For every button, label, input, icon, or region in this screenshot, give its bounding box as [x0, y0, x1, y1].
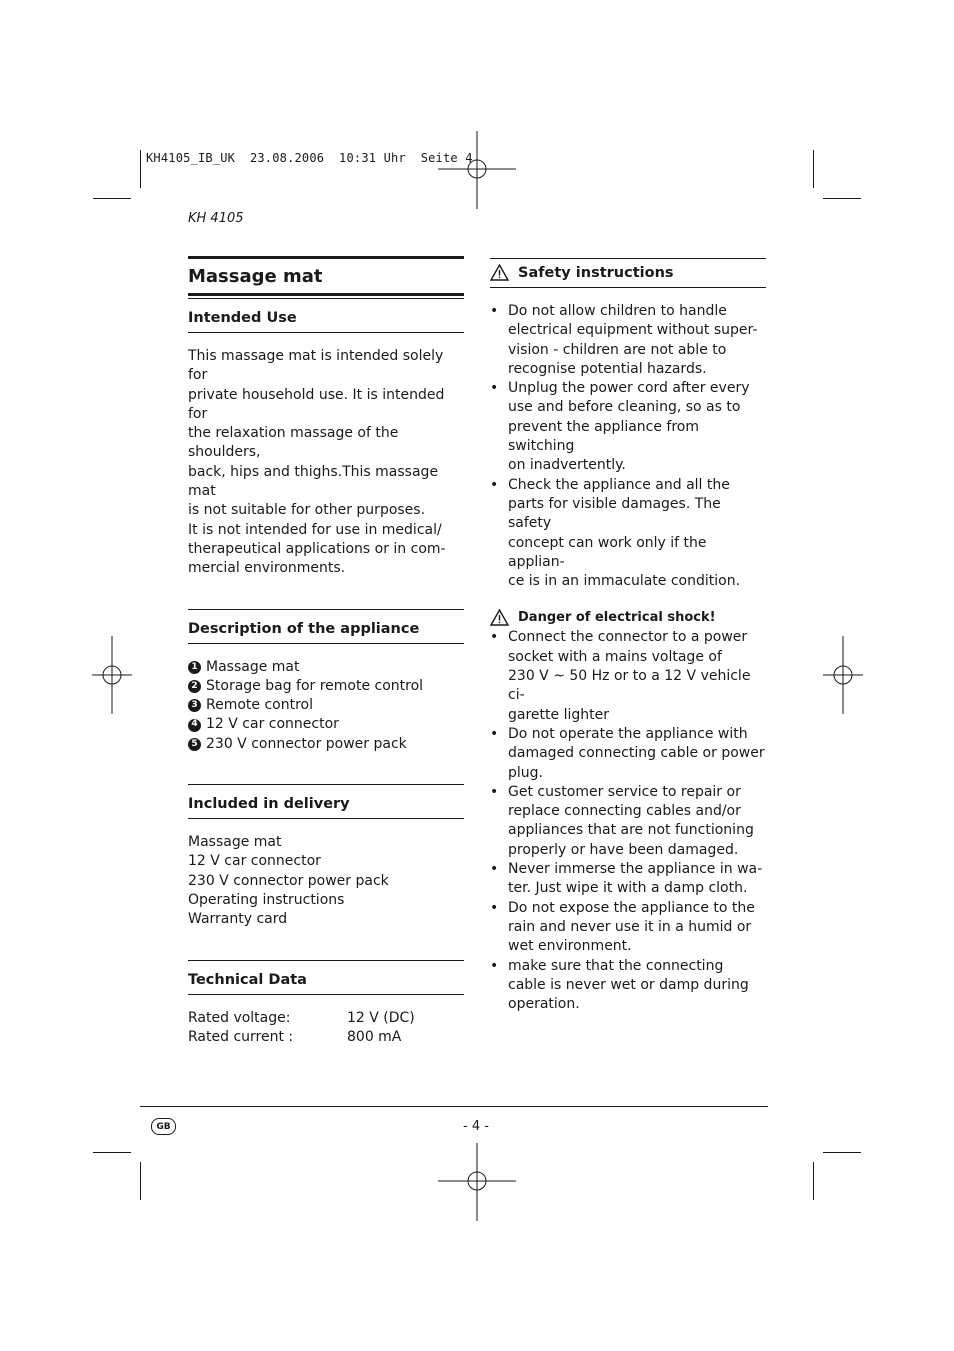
item-label: Remote control: [206, 697, 313, 714]
text-line: appliances that are not functioning: [508, 822, 754, 839]
item-label: 230 V connector power pack: [206, 735, 407, 752]
text-line: • Do not operate the appliance with: [508, 725, 748, 742]
list-item: 12 V car connector: [188, 853, 321, 870]
list-item: [490, 860, 766, 899]
row-label: Rated voltage:: [188, 1009, 291, 1026]
text-line: wet environment.: [508, 938, 632, 955]
list-item: [490, 725, 766, 783]
registration-mark-left: [92, 636, 132, 714]
number-badge: 2: [188, 680, 201, 693]
intended-use-text: [188, 333, 464, 579]
text-line: operation.: [508, 996, 580, 1013]
text-line: ce is in an immaculate condition.: [508, 573, 741, 590]
table-row: [188, 1028, 464, 1047]
text-line: back, hips and thighs.This massage mat: [188, 463, 439, 500]
number-badge: 1: [188, 661, 201, 674]
list-item: 230 V connector power pack: [188, 872, 389, 889]
description-section: [188, 609, 464, 754]
list-item: [490, 476, 766, 592]
text-line: • Unplug the power cord after every: [508, 380, 750, 397]
text-line: plug.: [508, 764, 543, 781]
safety-heading-label: Safety instructions: [518, 264, 674, 281]
print-slug-line: KH4105_IB_UK 23.08.2006 10:31 Uhr Seite 4: [146, 151, 473, 165]
list-item: Massage mat: [188, 834, 282, 851]
text-line: • Never immerse the appliance in wa-: [508, 861, 763, 878]
technical-section: [188, 960, 464, 1048]
description-heading: Description of the appliance: [188, 620, 420, 637]
text-line: It is not intended for use in medical/: [188, 521, 442, 538]
text-line: electrical equipment without super-: [508, 322, 758, 339]
danger-heading: [490, 609, 766, 626]
language-badge: GB: [151, 1118, 176, 1135]
text-line: concept can work only if the applian-: [508, 534, 707, 570]
text-line: private household use. It is intended for: [188, 386, 445, 422]
text-line: • Do not allow children to handle: [508, 303, 727, 319]
text-line: the relaxation massage of the shoulders,: [188, 425, 399, 461]
text-line: This massage mat is intended solely for: [188, 348, 444, 384]
text-line: ter. Just wipe it with a damp cloth.: [508, 880, 748, 897]
number-badge: 3: [188, 699, 201, 712]
warning-icon: [490, 264, 509, 281]
list-item: [490, 783, 766, 860]
text-line: replace connecting cables and/or: [508, 803, 741, 820]
table-row: [188, 1009, 464, 1028]
page-title: Massage mat: [188, 266, 323, 287]
list-item: [188, 735, 464, 754]
text-line: prevent the appliance from switching: [508, 418, 700, 455]
row-value: 12 V (DC): [347, 1009, 415, 1026]
item-label: Massage mat: [206, 658, 300, 675]
technical-table: [188, 995, 464, 1048]
list-item: [490, 628, 766, 724]
item-label: Storage bag for remote control: [206, 677, 424, 694]
safety-heading: [490, 259, 766, 287]
text-line: socket with a mains voltage of: [508, 648, 722, 665]
text-line: damaged connecting cable or power: [508, 745, 765, 762]
delivery-list: [188, 819, 464, 929]
intended-use-section: [188, 299, 464, 579]
safety-list: [490, 302, 766, 591]
text-line: rain and never use it in a humid or: [508, 918, 752, 935]
registration-mark-right: [823, 636, 863, 714]
registration-mark-top: [438, 131, 516, 209]
danger-heading-label: Danger of electrical shock!: [518, 610, 716, 626]
list-item: [188, 715, 464, 734]
technical-heading: Technical Data: [188, 971, 307, 988]
section-rule: [490, 287, 766, 288]
text-line: mercial environments.: [188, 560, 346, 577]
intended-use-heading: Intended Use: [188, 310, 297, 326]
warning-icon: [490, 609, 509, 626]
row-value: 800 mA: [347, 1028, 402, 1045]
list-item: Operating instructions: [188, 891, 345, 908]
delivery-section: [188, 784, 464, 929]
text-line: vision - children are not able to: [508, 341, 727, 358]
row-label: Rated current :: [188, 1028, 294, 1045]
number-badge: 5: [188, 738, 201, 751]
page-number: - 4 -: [463, 1119, 489, 1134]
text-line: • Do not expose the appliance to the: [508, 899, 755, 916]
text-line: • make sure that the connecting: [508, 957, 724, 974]
list-item: [490, 302, 766, 379]
left-column: [188, 256, 464, 1047]
text-line: • Get customer service to repair or: [508, 783, 741, 800]
registration-mark-bottom: [438, 1143, 516, 1221]
list-item: [490, 957, 766, 1015]
list-item: [188, 677, 464, 696]
text-line: is not suitable for other purposes.: [188, 502, 426, 519]
list-item: [188, 696, 464, 715]
right-column: [490, 258, 766, 1014]
text-line: 230 V ~ 50 Hz or to a 12 V vehicle ci-: [508, 668, 751, 704]
list-item: [490, 379, 766, 475]
text-line: recognise potential hazards.: [508, 360, 707, 377]
text-line: therapeutical applications or in com-: [188, 540, 446, 557]
text-line: • Connect the connector to a power: [508, 629, 748, 646]
item-label: 12 V car connector: [206, 716, 339, 733]
text-line: use and before cleaning, so as to: [508, 399, 741, 416]
danger-list: [490, 628, 766, 1014]
text-line: parts for visible damages. The safety: [508, 495, 721, 532]
text-line: cable is never wet or damp during: [508, 976, 749, 993]
list-item: Warranty card: [188, 911, 288, 928]
list-item: [490, 899, 766, 957]
description-list: [188, 644, 464, 754]
text-line: • Check the appliance and all the: [508, 476, 730, 493]
text-line: garette lighter: [508, 706, 609, 723]
list-item: [188, 658, 464, 677]
model-number: KH 4105: [188, 211, 244, 226]
footer-rule: [140, 1106, 768, 1107]
number-badge: 4: [188, 719, 201, 732]
text-line: properly or have been damaged.: [508, 841, 739, 858]
delivery-heading: Included in delivery: [188, 796, 350, 813]
text-line: on inadvertently.: [508, 457, 626, 474]
